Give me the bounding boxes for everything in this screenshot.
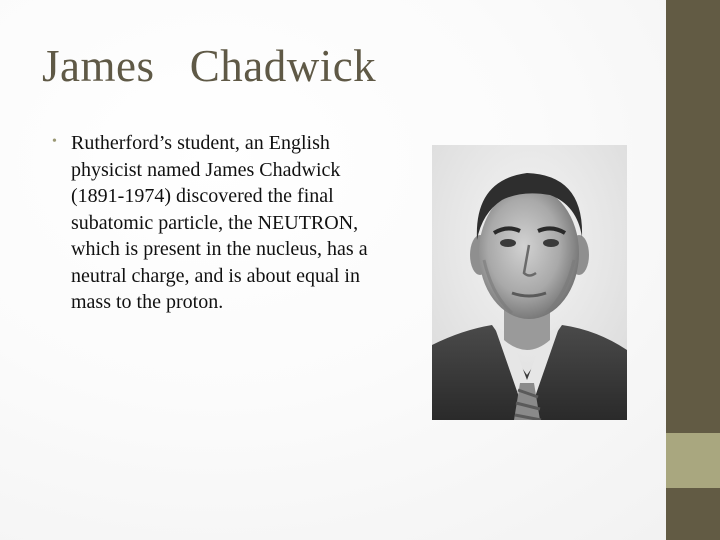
bullet-item: [52, 130, 382, 316]
portrait-photo: [432, 145, 627, 420]
sidebar-decoration-bottom: [666, 488, 720, 540]
bullet-marker: •: [52, 134, 57, 149]
sidebar-decoration-top: [666, 0, 720, 433]
bullet-text: Rutherford’s student, an English physicist named James Chadwick (1891-1974) discovered the final subatomic particle, the NEUTRON, which is present in the nucleus, has a neutral charge, and is about equal in mass to the proton.: [71, 132, 368, 313]
slide-title: James Chadwick: [42, 41, 377, 91]
sidebar-decoration-accent: [666, 433, 720, 488]
portrait-image: [432, 145, 627, 420]
